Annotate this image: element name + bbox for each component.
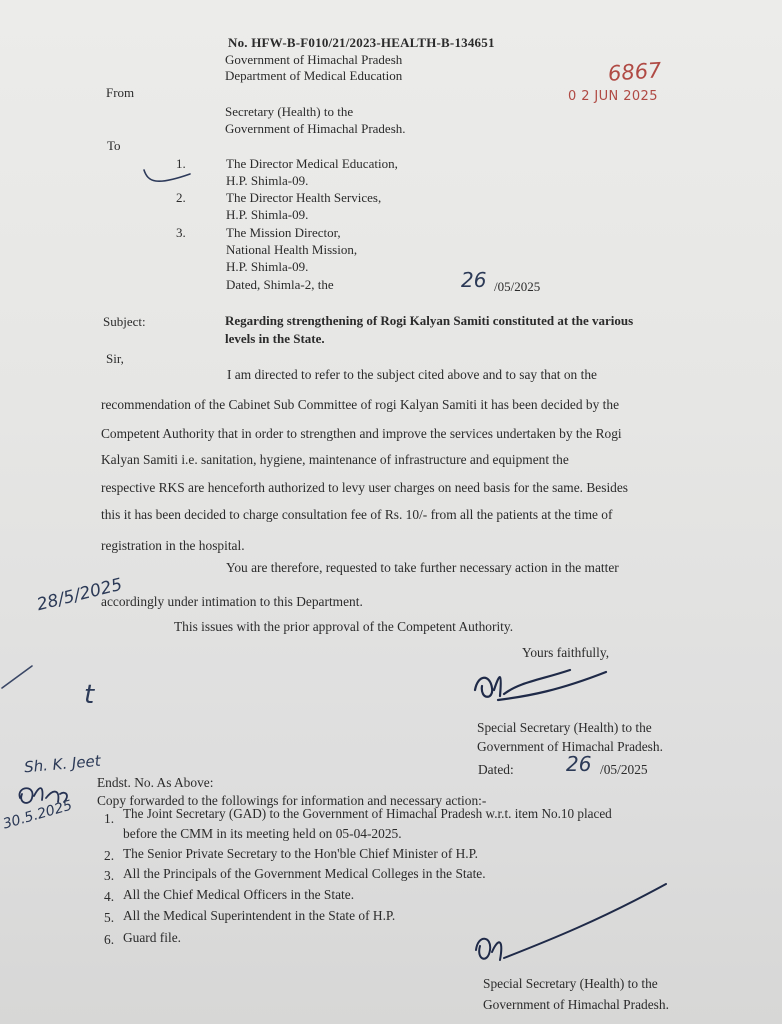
recipient-line: National Health Mission,	[226, 242, 358, 257]
recipient-line: H.P. Shimla-09.	[226, 259, 309, 274]
closing: Yours faithfully,	[522, 645, 610, 660]
handwritten-date2: 30.5.2025	[1, 797, 75, 833]
recipient-number: 3.	[176, 225, 186, 240]
list-item-text: All the Chief Medical Officers in the State.	[123, 887, 355, 902]
to-label: To	[107, 138, 121, 153]
dated-suffix: /05/2025	[494, 279, 541, 294]
body-line: I am directed to refer to the subject cited above and to say that on the	[227, 367, 597, 382]
list-number: 5.	[104, 910, 115, 925]
signature-mark-2	[470, 880, 670, 980]
receipt-number: 6867	[607, 58, 663, 86]
subject-line2: levels in the State.	[225, 331, 325, 346]
signatory2-line1: Special Secretary (Health) to the	[483, 976, 658, 991]
list-number: 6.	[104, 932, 115, 947]
signatory-line1: Special Secretary (Health) to the	[477, 720, 652, 735]
list-item-text: before the CMM in its meeting held on 05-04-2025.	[123, 826, 402, 841]
recipient-line: The Mission Director,	[226, 225, 341, 240]
signature-mark	[470, 660, 610, 710]
receipt-date-stamp: 0 2 JUN 2025	[568, 89, 658, 104]
list-number: 2.	[104, 848, 115, 863]
endorsement-header: Endst. No. As Above:	[97, 775, 214, 790]
subject-label: Subject:	[103, 314, 146, 329]
body-line: Kalyan Samiti i.e. sanitation, hygiene, maintenance of infrastructure and equipment the	[101, 452, 569, 467]
from-label: From	[106, 85, 135, 100]
body-line: You are therefore, requested to take further necessary action in the matter	[226, 560, 619, 575]
list-item-text: All the Medical Superintendent in the State of H.P.	[123, 908, 396, 923]
signatory-line2: Government of Himachal Pradesh.	[477, 739, 663, 754]
salutation: Sir,	[106, 351, 124, 366]
body-line: Competent Authority that in order to strengthen and improve the services undertaken by the Rogi	[101, 426, 622, 441]
list-item-text: All the Principals of the Government Medical Colleges in the State.	[123, 866, 486, 881]
recipient-line: The Director Health Services,	[226, 190, 382, 205]
list-item-text: The Joint Secretary (GAD) to the Government of Himachal Pradesh w.r.t. item No.10 placed	[123, 806, 612, 821]
handwritten-initial: t	[84, 680, 95, 710]
file-number: No. HFW-B-F010/21/2023-HEALTH-B-134651	[228, 35, 495, 50]
from-line1: Secretary (Health) to the	[225, 104, 354, 119]
signatory-dated-suffix: /05/2025	[600, 762, 648, 777]
body-line: respective RKS are henceforth authorized to levy user charges on need basis for the same. Besides	[101, 480, 629, 495]
endorsement-intro: Copy forwarded to the followings for information and necessary action:-	[97, 793, 487, 808]
body-line: recommendation of the Cabinet Sub Committee of rogi Kalyan Samiti it has been decided by the	[101, 397, 620, 412]
signatory-dated-label: Dated:	[478, 762, 514, 777]
margin-handwritten-date: 28/5/2025	[34, 574, 125, 616]
recipient-number: 1.	[176, 156, 186, 171]
recipient-line: H.P. Shimla-09.	[226, 173, 309, 188]
signatory-dated-day: 26	[566, 752, 592, 776]
recipient-number: 2.	[176, 190, 186, 205]
handwritten-name: Sh. K. Jeet	[23, 751, 102, 777]
header-government: Government of Himachal Pradesh	[225, 52, 403, 67]
list-item-text: The Senior Private Secretary to the Hon'ble Chief Minister of H.P.	[123, 846, 478, 861]
body-line: This issues with the prior approval of the Competent Authority.	[174, 619, 514, 634]
margin-stroke	[0, 660, 40, 690]
from-line2: Government of Himachal Pradesh.	[225, 121, 406, 136]
dated-prefix: Dated, Shimla-2, the	[226, 277, 334, 292]
recipient-line: H.P. Shimla-09.	[226, 207, 309, 222]
header-department: Department of Medical Education	[225, 68, 403, 83]
recipient-line: The Director Medical Education,	[226, 156, 398, 171]
list-item-text: Guard file.	[123, 930, 182, 945]
list-number: 1.	[104, 811, 115, 826]
body-line: this it has been decided to charge consultation fee of Rs. 10/- from all the patients at the time of	[101, 507, 613, 522]
list-number: 3.	[104, 868, 115, 883]
list-number: 4.	[104, 889, 115, 904]
subject-line1: Regarding strengthening of Rogi Kalyan Samiti constituted at the various	[225, 313, 634, 328]
body-line: registration in the hospital.	[101, 538, 245, 553]
body-line: accordingly under intimation to this Department.	[101, 594, 363, 609]
dated-handwritten-day: 26	[461, 268, 487, 292]
tick-mark	[142, 160, 192, 190]
signatory2-line2: Government of Himachal Pradesh.	[483, 997, 669, 1012]
